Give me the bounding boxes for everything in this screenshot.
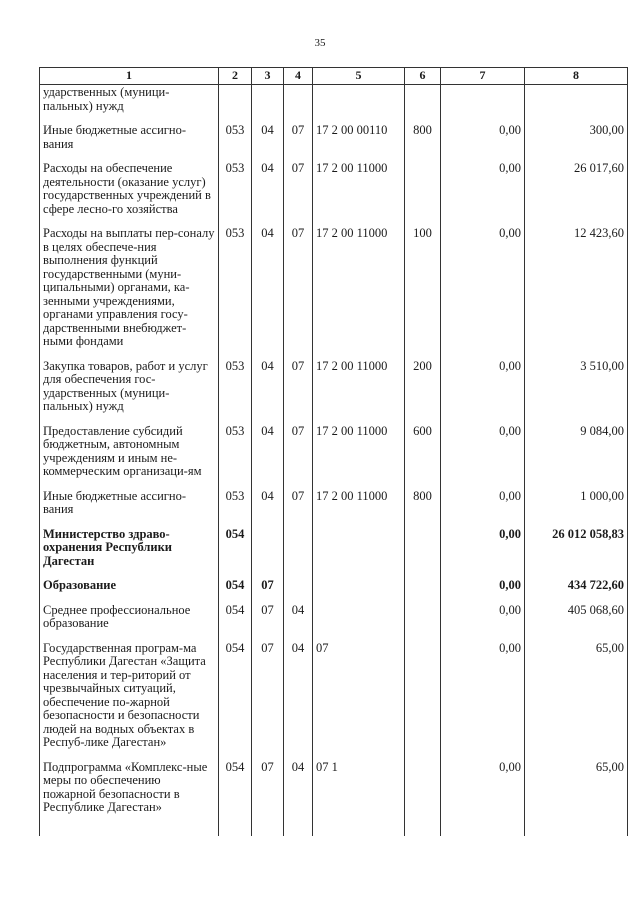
row-ministry-code: 053 [219,354,252,419]
row-amount-col8: 300,00 [525,118,628,156]
row-section: 07 [252,755,284,836]
row-section: 04 [252,354,284,419]
row-subsection: 07 [284,156,313,221]
row-expense-type [405,85,441,119]
row-name: Государственная програм-ма Республики Дагестан «Защита населения и тер-риторий от чрезвычайных ситуаций, обеспечение по-жарной безопасности и безопасности людей на водных объектах в Респуб-лике Дагестан» [40,636,219,755]
page-number: 35 [314,37,326,49]
row-amount-col8: 26 017,60 [525,156,628,221]
row-name: Расходы на обеспечение деятельности (оказание услуг) государственных учреждений в сфере лесно-го хозяйства [40,156,219,221]
row-ministry-code: 054 [219,598,252,636]
row-ministry-code: 053 [219,118,252,156]
row-name: Подпрограмма «Комплекс-ные меры по обеспечению пожарной безопасности в Республике Дагестан» [40,755,219,836]
row-subsection: 04 [284,636,313,755]
row-expense-type [405,598,441,636]
row-subsection: 07 [284,419,313,484]
header-col-4: 4 [284,68,313,85]
row-section [252,522,284,574]
header-col-3: 3 [252,68,284,85]
table-row [40,522,628,574]
header-col-5: 5 [313,68,405,85]
row-name: Иные бюджетные ассигно-вания [40,484,219,522]
row-amount-col7: 0,00 [441,221,525,354]
row-ministry-code [219,85,252,119]
row-target-article: 17 2 00 11000 [313,484,405,522]
table-row [40,755,628,836]
row-ministry-code: 053 [219,419,252,484]
row-subsection: 07 [284,354,313,419]
row-amount-col8: 3 510,00 [525,354,628,419]
row-expense-type [405,636,441,755]
row-target-article [313,85,405,119]
table-header-row [40,68,628,85]
row-section [252,85,284,119]
row-amount-col8: 12 423,60 [525,221,628,354]
row-target-article: 17 2 00 11000 [313,221,405,354]
header-col-2: 2 [219,68,252,85]
row-ministry-code: 054 [219,636,252,755]
row-expense-type: 100 [405,221,441,354]
row-amount-col7: 0,00 [441,354,525,419]
row-target-article: 17 2 00 11000 [313,354,405,419]
row-subsection [284,573,313,598]
row-amount-col7: 0,00 [441,755,525,836]
table-row [40,354,628,419]
row-expense-type: 800 [405,484,441,522]
row-amount-col8: 26 012 058,83 [525,522,628,574]
row-amount-col8: 405 068,60 [525,598,628,636]
row-amount-col7: 0,00 [441,522,525,574]
header-col-8: 8 [525,68,628,85]
row-section: 07 [252,598,284,636]
table-row [40,598,628,636]
row-section: 07 [252,636,284,755]
row-amount-col7: 0,00 [441,118,525,156]
row-target-article: 17 2 00 00110 [313,118,405,156]
row-subsection: 04 [284,598,313,636]
header-col-1: 1 [40,68,219,85]
row-ministry-code: 053 [219,221,252,354]
row-amount-col7: 0,00 [441,636,525,755]
row-name: Образование [40,573,219,598]
row-expense-type: 600 [405,419,441,484]
table-row [40,85,628,119]
row-amount-col7: 0,00 [441,573,525,598]
row-section: 04 [252,419,284,484]
table-row [40,118,628,156]
row-subsection [284,522,313,574]
row-expense-type: 200 [405,354,441,419]
table-row [40,156,628,221]
row-target-article [313,573,405,598]
row-expense-type [405,755,441,836]
row-target-article [313,522,405,574]
row-amount-col8: 9 084,00 [525,419,628,484]
row-name: Среднее профессиональное образование [40,598,219,636]
row-amount-col7: 0,00 [441,598,525,636]
row-expense-type [405,573,441,598]
row-ministry-code: 054 [219,573,252,598]
table-row [40,484,628,522]
row-ministry-code: 054 [219,522,252,574]
row-amount-col7: 0,00 [441,484,525,522]
row-expense-type [405,522,441,574]
row-amount-col8: 65,00 [525,755,628,836]
row-section: 04 [252,221,284,354]
table-row [40,573,628,598]
row-amount-col8: 434 722,60 [525,573,628,598]
row-name: Расходы на выплаты пер-соналу в целях обеспече-ния выполнения функций государственными (муни-ципальными) органами, ка-зенными учреждениями, органами управления госу-дарственными внебюджет-ными фондами [40,221,219,354]
row-amount-col7: 0,00 [441,419,525,484]
row-amount-col7: 0,00 [441,156,525,221]
header-col-7: 7 [441,68,525,85]
row-amount-col8: 65,00 [525,636,628,755]
row-amount-col7 [441,85,525,119]
row-expense-type [405,156,441,221]
table-row [40,221,628,354]
row-target-article [313,598,405,636]
table-body [40,85,628,836]
row-subsection: 07 [284,484,313,522]
row-section: 04 [252,118,284,156]
row-subsection: 04 [284,755,313,836]
row-section: 07 [252,573,284,598]
row-expense-type: 800 [405,118,441,156]
row-target-article: 17 2 00 11000 [313,419,405,484]
row-section: 04 [252,484,284,522]
row-subsection: 07 [284,221,313,354]
row-name: Закупка товаров, работ и услуг для обеспечения гос-ударственных (муници-пальных) нужд [40,354,219,419]
row-amount-col8 [525,85,628,119]
row-subsection: 07 [284,118,313,156]
row-subsection [284,85,313,119]
row-ministry-code: 053 [219,484,252,522]
header-col-6: 6 [405,68,441,85]
table-row [40,419,628,484]
row-ministry-code: 054 [219,755,252,836]
budget-table [39,67,628,836]
row-target-article: 07 1 [313,755,405,836]
row-name: ударственных (муници-пальных) нужд [40,85,219,119]
row-section: 04 [252,156,284,221]
row-amount-col8: 1 000,00 [525,484,628,522]
row-ministry-code: 053 [219,156,252,221]
row-target-article: 17 2 00 11000 [313,156,405,221]
row-name: Министерство здраво-охранения Республики Дагестан [40,522,219,574]
row-name: Иные бюджетные ассигно-вания [40,118,219,156]
row-target-article: 07 [313,636,405,755]
table-row [40,636,628,755]
row-name: Предоставление субсидий бюджетным, автономным учреждениям и иным не-коммерческим организаци-ям [40,419,219,484]
